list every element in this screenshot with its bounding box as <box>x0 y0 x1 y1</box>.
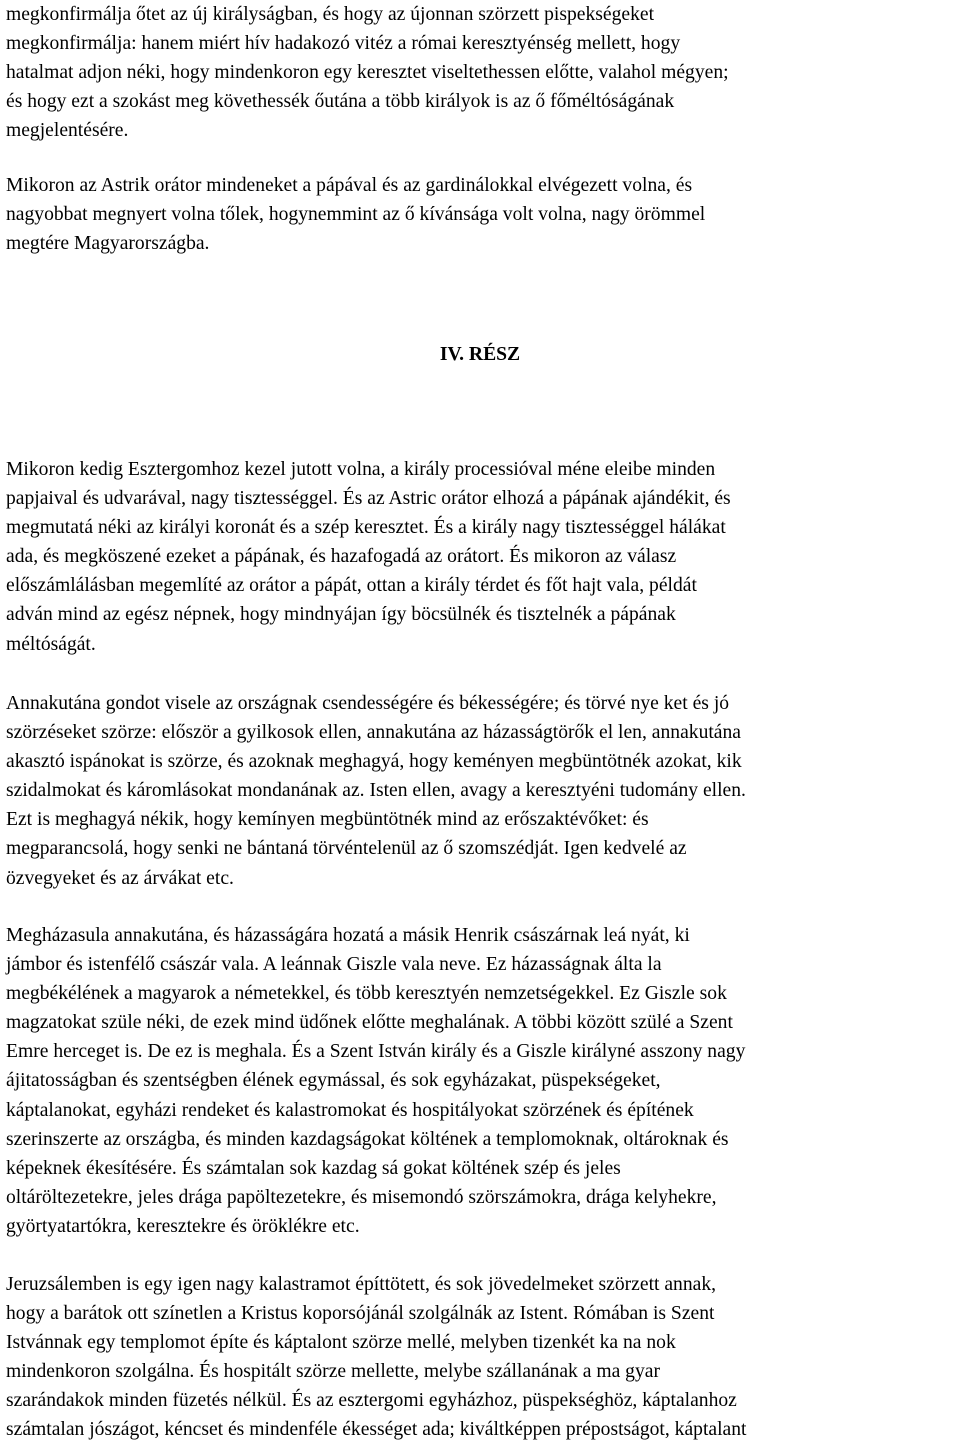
text-line: szörzéseket szörze: először a gyilkosok ellen, annakutána az házasságtörők el len, annakutána <box>6 722 741 744</box>
text-line: ada, és megköszené ezeket a pápának, és hazafogadá az orátort. És mikoron az válasz <box>6 546 677 568</box>
text-line: megparancsolá, hogy senki ne bántaná törvéntelenül az ő szomszédját. Igen kedvelé az <box>6 838 687 860</box>
text-line: szarándakok minden füzetés nélkül. És az esztergomi egyházhoz, püspekséghöz, káptalanhoz <box>6 1390 737 1412</box>
text-line: megbékélének a magyarok a németekkel, és több keresztyén nemzetségekkel. Ez Giszle sok <box>6 983 727 1005</box>
text-line: Annakutána gondot visele az országnak csendességére és békességére; és törvé nye ket és jó <box>6 693 730 714</box>
text-line: megjelentésére. <box>6 120 129 142</box>
text-line: Mikoron kedig Esztergomhoz kezel jutott volna, a király processióval méne eleibe minden <box>6 459 716 480</box>
paragraph-2 <box>6 171 705 258</box>
text-line: oltáröltezetekre, jeles drága papöltezetekre, és misemondó szörszámokra, drága kelyhekre, <box>6 1186 717 1208</box>
text-line: Emre herceget is. De ez is meghala. És a Szent István király és a Giszle királyné asszony nagy <box>6 1041 746 1063</box>
paragraph-4 <box>6 689 746 893</box>
text-line: szerinszerte az országba, és minden kazdagságokat költének a templomoknak, oltároknak és <box>6 1128 729 1150</box>
text-line: akasztó ispánokat is szörze, és azoknak meghagyá, hogy keményen megbüntötnék azokat, kik <box>6 751 742 773</box>
text-line: Ezt is meghagyá nékik, hogy kemínyen megbüntötnék mind az erőszaktévőket: és <box>6 809 649 831</box>
text-line: hatalmat adjon néki, hogy mindenkoron egy keresztet viseltethessen előtte, valahol mégyen; <box>6 62 729 84</box>
paragraph-1 <box>6 0 729 145</box>
text-line: özvegyeket és az árvákat etc. <box>6 867 234 889</box>
text-line: nagyobbat megnyert volna tőlek, hogynemmint az ő kívánsága volt volna, nagy örömmel <box>6 204 706 226</box>
text-line: jámbor és istenfélő császár vala. A leánnak Giszle vala neve. Ez házasságnak álta la <box>6 954 662 976</box>
text-line: képeknek ékesítésére. És számtalan sok kazdag sá gokat költének szép és jeles <box>6 1157 621 1179</box>
text-line: és hogy ezt a szokást meg követhessék őutána a több királyok is az ő főméltóságának <box>6 91 675 113</box>
paragraph-6 <box>6 1270 747 1445</box>
text-line: megkonfirmálja: hanem miért hív hadakozó vitéz a római keresztyénség mellett, hogy <box>6 33 681 55</box>
text-line: megtére Magyarországba. <box>6 233 210 255</box>
text-line: Mikoron az Astrik orátor mindeneket a pápával és az gardinálokkal elvégezett volna, és <box>6 175 693 196</box>
section-heading: IV. RÉSZ <box>439 344 521 365</box>
text-line: papjaival és udvarával, nagy tisztességgel. És az Astric orátor elhozá a pápának ajándékit, és <box>6 488 731 510</box>
text-line: Jeruzsálemben is egy igen nagy kalastramot építtötett, és sok jövedelmeket szörzett annak, <box>6 1274 717 1295</box>
text-line: előszámlálásban megemlíté az orátor a pápát, ottan a király térdet és főt hajt vala, példát <box>6 575 697 597</box>
text-line: szidalmokat és káromlásokat mondanának az. Isten ellen, avagy a keresztyéni tudomány ellen. <box>6 780 746 802</box>
text-line: megkonfirmálja őtet az új királyságban, és hogy az újonnan szörzett pispekségeket <box>6 4 655 25</box>
text-line: Megházasula annakutána, és házasságára hozatá a másik Henrik császárnak leá nyát, ki <box>6 925 690 946</box>
text-line: adván mind az egész népnek, hogy mindnyájan így böcsülnék és tisztelnék a pápának <box>6 604 676 626</box>
paragraph-5 <box>6 921 745 1241</box>
text-line: megmutatá néki az királyi koronát és a szép keresztet. És a király nagy tisztességgel hálákat <box>6 517 726 539</box>
text-line: mindenkoron szolgálna. És hospitált szörze mellette, melybe szállanának a ma gyar <box>6 1361 660 1383</box>
text-line: káptalanokat, egyházi rendeket és kalastromokat és hospitályokat szörzének és építének <box>6 1099 694 1121</box>
text-line: méltóságát. <box>6 633 96 655</box>
paragraph-3 <box>6 455 731 659</box>
text-line: hogy a barátok ott színetlen a Kristus koporsójánál szolgálnák az Istent. Rómában is Szent <box>6 1303 715 1325</box>
text-line: magzatokat szüle néki, de ezek mind üdőnek előtte meghalának. A többi között szülé a Szent <box>6 1012 733 1034</box>
text-line: Istvánnak egy templomot építe és káptalont szörze mellé, melyben tizenkét ka na nok <box>6 1332 676 1354</box>
text-line: ájitatosságban és szentségben élének egymással, és sok egyházakat, püspekségeket, <box>6 1070 661 1092</box>
text-line: számtalan jószágot, kéncset és mindenféle ékességet ada; kiváltképpen prépostságot, káptalant <box>6 1419 747 1441</box>
text-line: györtyatartókra, keresztekre és öröklékre etc. <box>6 1215 360 1237</box>
